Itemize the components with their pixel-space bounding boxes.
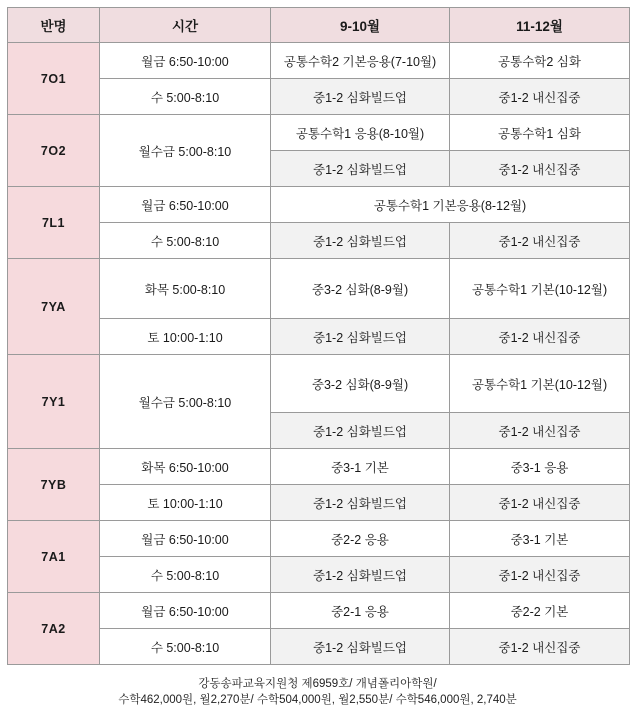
course-cell: 중1-2 내신집중 <box>450 557 630 593</box>
table-row <box>8 485 630 521</box>
time-cell: 월수금 5:00-8:10 <box>100 355 271 449</box>
table-row <box>8 521 630 557</box>
course-cell: 중1-2 내신집중 <box>450 485 630 521</box>
table-row <box>8 259 630 319</box>
class-name: 7A2 <box>8 593 100 665</box>
course-cell: 중3-1 응용 <box>450 449 630 485</box>
course-cell: 중1-2 심화빌드업 <box>271 629 450 665</box>
time-cell: 수 5:00-8:10 <box>100 79 271 115</box>
footer-line-1: 강동송파교육지원청 제6959호/ 개념폴리아학원/ <box>198 678 437 690</box>
table-row <box>8 43 630 79</box>
header-class: 반명 <box>8 8 100 43</box>
header-period-2: 11-12월 <box>450 8 630 43</box>
course-cell: 공통수학1 기본(10-12월) <box>450 355 630 413</box>
course-cell: 중2-2 응용 <box>271 521 450 557</box>
time-cell: 월수금 5:00-8:10 <box>100 115 271 187</box>
time-cell: 화목 5:00-8:10 <box>100 259 271 319</box>
time-cell: 수 5:00-8:10 <box>100 557 271 593</box>
table-row <box>8 355 630 413</box>
course-cell: 중3-1 기본 <box>450 521 630 557</box>
course-cell: 중1-2 심화빌드업 <box>271 223 450 259</box>
course-cell: 공통수학2 심화 <box>450 43 630 79</box>
class-name: 7O2 <box>8 115 100 187</box>
table-row <box>8 449 630 485</box>
table-row <box>8 557 630 593</box>
course-cell-merged: 공통수학1 기본응용(8-12월) <box>271 187 630 223</box>
course-cell: 중1-2 내신집중 <box>450 319 630 355</box>
course-cell: 중1-2 심화빌드업 <box>271 485 450 521</box>
time-cell: 수 5:00-8:10 <box>100 223 271 259</box>
time-cell: 토 10:00-1:10 <box>100 485 271 521</box>
course-cell: 중3-2 심화(8-9월) <box>271 355 450 413</box>
table-row <box>8 319 630 355</box>
course-cell: 중1-2 심화빌드업 <box>271 151 450 187</box>
table-row <box>8 187 630 223</box>
table-row <box>8 223 630 259</box>
class-name: 7L1 <box>8 187 100 259</box>
class-name: 7YA <box>8 259 100 355</box>
header-row <box>8 8 630 43</box>
course-cell: 중1-2 내신집중 <box>450 413 630 449</box>
time-cell: 월금 6:50-10:00 <box>100 593 271 629</box>
course-cell: 공통수학1 기본(10-12월) <box>450 259 630 319</box>
course-cell: 중3-2 심화(8-9월) <box>271 259 450 319</box>
class-name: 7Y1 <box>8 355 100 449</box>
schedule-table <box>7 7 630 665</box>
time-cell: 월금 6:50-10:00 <box>100 43 271 79</box>
course-cell: 중1-2 심화빌드업 <box>271 413 450 449</box>
header-time: 시간 <box>100 8 271 43</box>
time-cell: 화목 6:50-10:00 <box>100 449 271 485</box>
course-cell: 공통수학1 심화 <box>450 115 630 151</box>
course-cell: 중1-2 심화빌드업 <box>271 79 450 115</box>
class-name: 7YB <box>8 449 100 521</box>
time-cell: 월금 6:50-10:00 <box>100 521 271 557</box>
table-row <box>8 629 630 665</box>
footer-notice <box>0 676 635 708</box>
course-cell: 중1-2 내신집중 <box>450 151 630 187</box>
course-cell: 중3-1 기본 <box>271 449 450 485</box>
course-cell: 중1-2 내신집중 <box>450 629 630 665</box>
course-cell: 공통수학1 응용(8-10월) <box>271 115 450 151</box>
footer-line-2: 수학462,000원, 월2,270분/ 수학504,000원, 월2,550분/ 수학546,000원, 2,740분 <box>118 694 517 706</box>
table-row <box>8 115 630 151</box>
course-cell: 중1-2 심화빌드업 <box>271 557 450 593</box>
time-cell: 월금 6:50-10:00 <box>100 187 271 223</box>
time-cell: 토 10:00-1:10 <box>100 319 271 355</box>
course-cell: 중2-2 기본 <box>450 593 630 629</box>
course-cell: 공통수학2 기본응용(7-10월) <box>271 43 450 79</box>
table-row <box>8 79 630 115</box>
course-cell: 중1-2 내신집중 <box>450 223 630 259</box>
header-period-1: 9-10월 <box>271 8 450 43</box>
course-cell: 중2-1 응용 <box>271 593 450 629</box>
class-name: 7A1 <box>8 521 100 593</box>
class-name: 7O1 <box>8 43 100 115</box>
time-cell: 수 5:00-8:10 <box>100 629 271 665</box>
table-row <box>8 593 630 629</box>
course-cell: 중1-2 심화빌드업 <box>271 319 450 355</box>
course-cell: 중1-2 내신집중 <box>450 79 630 115</box>
